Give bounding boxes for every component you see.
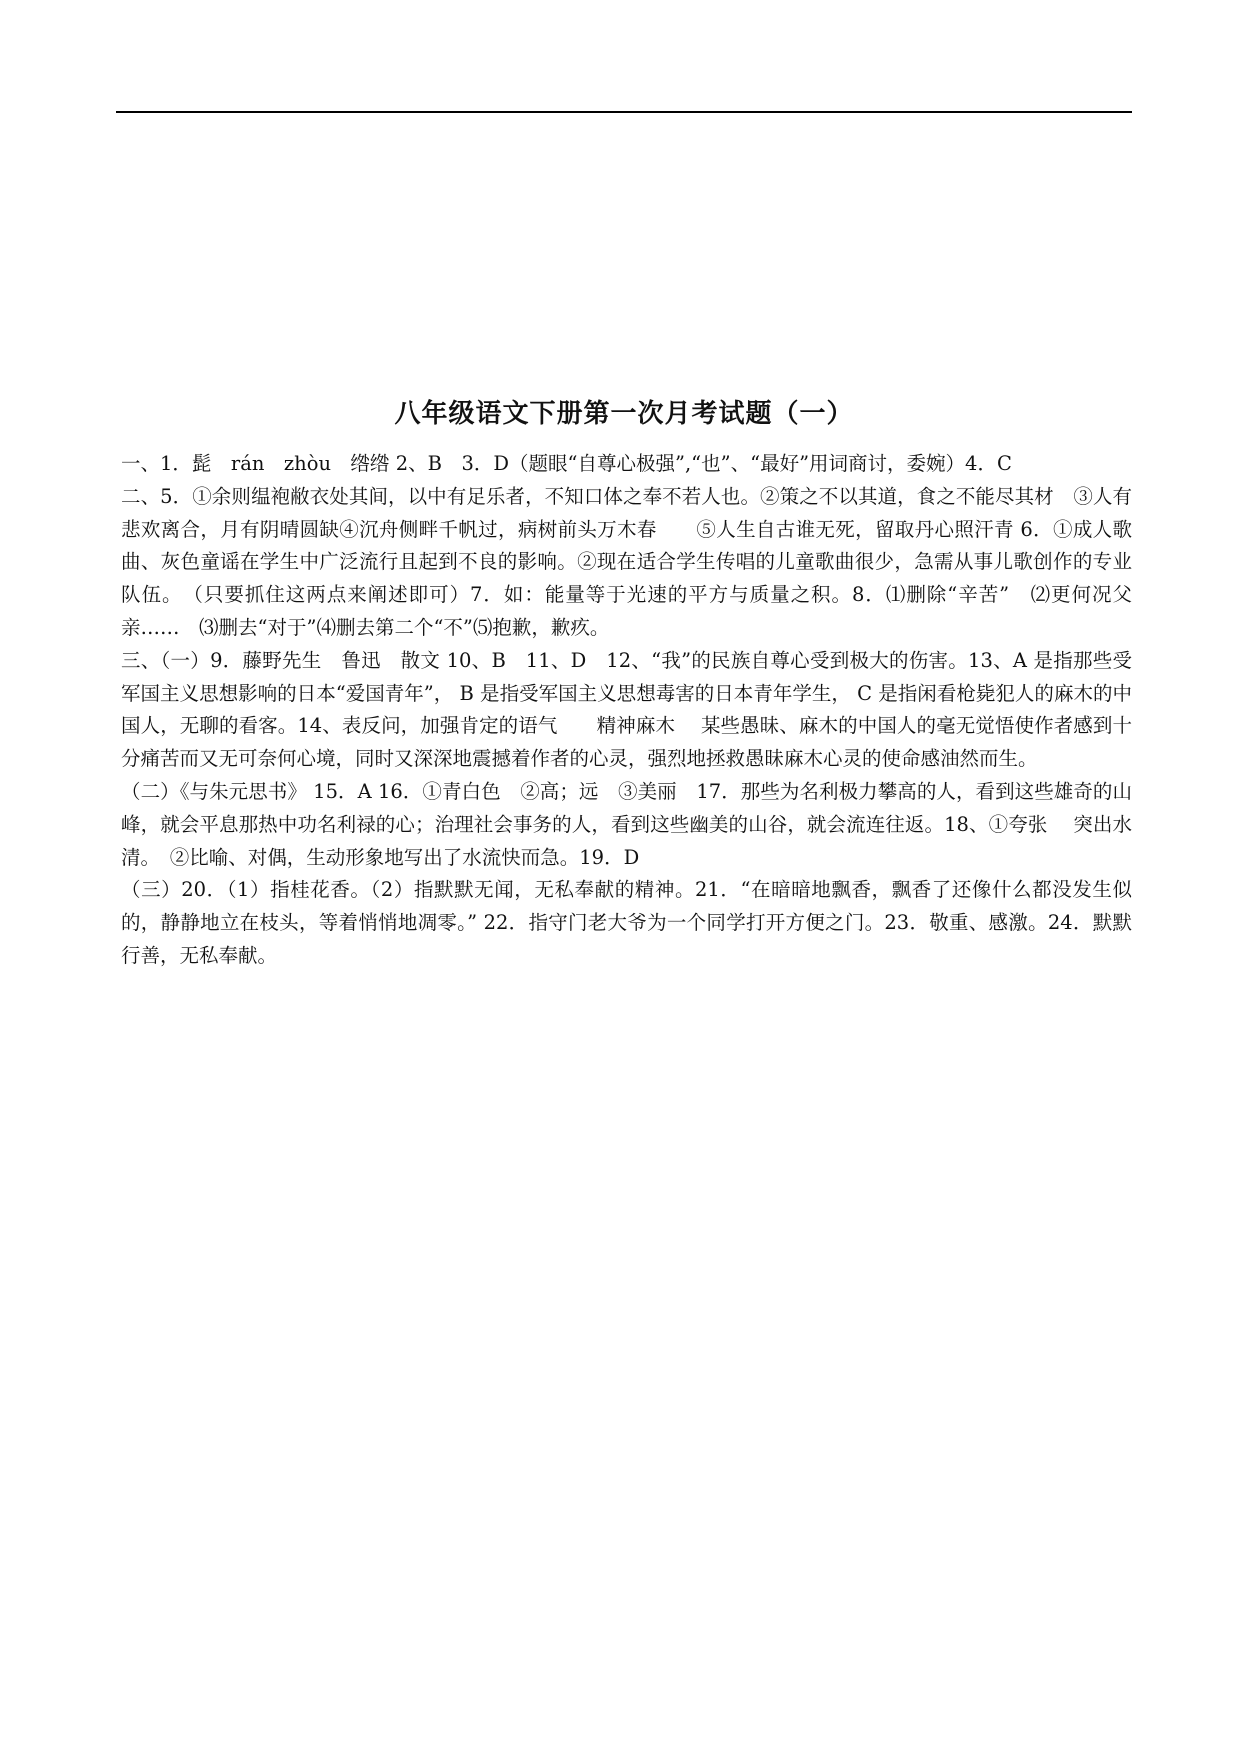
answer-section-3-part-3: （三）20．（1）指桂花香。（2）指默默无闻，无私奉献的精神。21．“在暗暗地飘香，飘香了还像什么都没发生似的，静静地立在枝头，等着悄悄地凋零。” 22．指守门老大爷为一个同学打开方便之门。23．敬重、感激。24．默默行善，无私奉献。 [121, 878, 1132, 967]
answer-section-1: 一、1．髭 rán zhòu 绺绺 2、B 3．D（题眼“自尊心极强”,“也”、“最好”用词商讨，委婉）4．C [121, 452, 1012, 475]
answer-section-3-part-1: 三、（一）9．藤野先生 鲁迅 散文 10、B 11、D 12、“我”的民族自尊心受到极大的伤害。13、A 是指那些受军国主义思想影响的日本“爱国青年”， B 是指受军国主义思想毒害的日本青年学生， C 是指闲看枪毙犯人的麻木的中国人，无聊的看客。14、表反问，加强肯定的语气 精神麻木 某些愚昧、麻木的中国人的毫无觉悟使作者感到十分痛苦而又无可奈何心境，同时又深深地震撼着作者的心灵，强烈地拯救愚昧麻木心灵的使命感油然而生。 [121, 648, 1132, 771]
answer-section-2: 二、5．①余则缊袍敝衣处其间，以中有足乐者，不知口体之奉不若人也。②策之不以其道，食之不能尽其材 ③人有悲欢离合，月有阴晴圆缺④沉舟侧畔千帆过，病树前头万木春 ⑤人生自古谁无死，留取丹心照汗青 6．①成人歌曲、灰色童谣在学生中广泛流行且起到不良的影响。②现在适合学生传唱的儿童歌曲很少，急需从事儿歌创作的专业队伍。 （只要抓住这两点来阐述即可）7．如：能量等于光速的平方与质量之积。8．⑴删除“辛苦” ⑵更何况父亲…… ⑶删去“对于”⑷删去第二个“不”⑸抱歉，歉疚。 [121, 484, 1132, 639]
answer-section-3-part-2: （二）《与朱元思书》 15．A 16．①青白色 ②高；远 ③美丽 17．那些为名利极力攀高的人，看到这些雄奇的山峰，就会平息那热中功名利禄的心；治理社会事务的人，看到这些幽美的山谷，就会流连往返。18、①夸张 突出水清。 ②比喻、对偶，生动形象地写出了水流快而急。19．D [121, 779, 1132, 869]
header-rule [116, 111, 1132, 113]
answer-body [121, 448, 1132, 973]
document-title: 八年级语文下册第一次月考试题（一） [394, 399, 854, 429]
